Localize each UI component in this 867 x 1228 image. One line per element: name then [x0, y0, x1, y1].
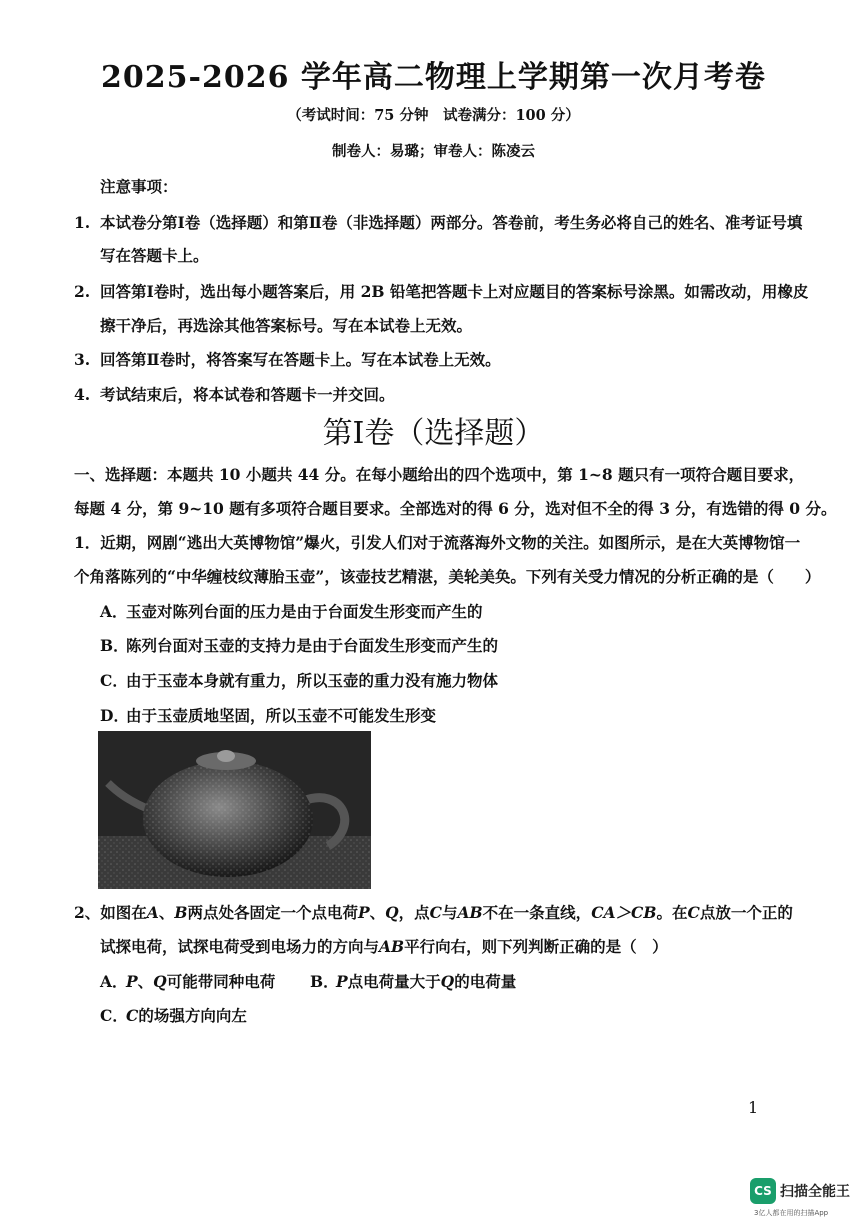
- question-2-text: 两点处各固定一个点电荷: [187, 903, 358, 922]
- question-2-option-a: [100, 970, 275, 992]
- charge-p: P: [336, 972, 348, 991]
- jade-teapot-photo: [98, 731, 371, 889]
- page-number: 1: [748, 1098, 759, 1117]
- option-label: A．: [100, 602, 128, 621]
- question-2-text: ，点: [398, 903, 430, 922]
- notice-item-2: [74, 280, 808, 302]
- question-1-option-a: [100, 600, 483, 622]
- camscanner-logo-icon: CS: [750, 1178, 776, 1204]
- option-label: C．: [100, 1006, 128, 1025]
- notice-item-text: 回答第Ⅱ卷时，将答案写在答题卡上。写在本试卷上无效。: [100, 350, 501, 369]
- scanner-watermark: [750, 1178, 850, 1218]
- notice-item-text: 回答第Ⅰ卷时，选出每小题答案后，用 2B 铅笔把答题卡上对应题目的答案标号涂黑。如需改动，用橡皮: [100, 282, 809, 301]
- notice-heading: 注意事项：: [100, 177, 178, 196]
- option-text: 由于玉壶质地坚固，所以玉壶不可能发生形变: [126, 706, 437, 725]
- charge-q: Q: [153, 972, 167, 991]
- question-2-option-c: [100, 1004, 247, 1026]
- question-2-text: 不在一条直线，: [482, 903, 592, 922]
- notice-item-2-cont: 擦干净后，再选涂其他答案标号。写在本试卷上无效。: [100, 316, 473, 335]
- question-2-text: 与: [442, 903, 458, 922]
- charge-q: Q: [440, 972, 455, 991]
- option-label: B．: [310, 972, 339, 991]
- watermark-tagline: 3亿人都在用的扫描App: [754, 1209, 829, 1217]
- option-text: 的电荷量: [454, 972, 517, 991]
- option-label: B．: [100, 636, 129, 655]
- question-2-option-b: [310, 970, 516, 992]
- notice-item-1-cont: 写在答题卡上。: [100, 246, 209, 265]
- notice-item-1: [74, 211, 802, 233]
- question-1-option-b: [100, 634, 498, 656]
- question-1-line2: 个角落陈列的“中华缠枝纹薄胎玉壶”，该壶技艺精湛，美轮美奂。下列有关受力情况的分析正确的是（ ）: [74, 567, 821, 586]
- notice-item-number: 3.: [74, 350, 91, 369]
- inequality: CA＞CB: [591, 903, 657, 922]
- question-1-option-c: [100, 669, 498, 691]
- section-intro-line1: 一、选择题：本题共 10 小题共 44 分。在每小题给出的四个选项中，第 1~8 题只有一项符合题目要求，: [74, 465, 805, 484]
- notice-item-number: 4.: [74, 385, 91, 404]
- notice-item-text: 本试卷分第Ⅰ卷（选择题）和第Ⅱ卷（非选择题）两部分。答卷前，考生务必将自己的姓名、准考证号填: [100, 213, 803, 232]
- notice-item-3: [74, 348, 501, 370]
- point-a: A: [146, 903, 159, 922]
- exam-authors: 制卷人：易璐；审卷人：陈凌云: [332, 143, 535, 160]
- question-2-text: 试探电荷，试探电荷受到电场力的方向与: [100, 937, 380, 956]
- section-intro-line2: 每题 4 分，第 9~10 题有多项符合题目要求。全部选对的得 6 分，选对但不全的得 3 分，有选错的得 0 分。: [74, 499, 837, 518]
- page-title: 2025-2026 学年高二物理上学期第一次月考卷: [101, 60, 766, 95]
- point-c: C: [687, 903, 700, 922]
- option-text: 可能带同种电荷: [166, 972, 276, 991]
- option-label: A．: [100, 972, 128, 991]
- question-2-text: 。在: [656, 903, 688, 922]
- question-2-text: 2、如图在: [74, 903, 147, 922]
- option-text: 由于玉壶本身就有重力，所以玉壶的重力没有施力物体: [126, 671, 499, 690]
- option-label: D．: [100, 706, 129, 725]
- notice-item-number: 2.: [74, 282, 91, 301]
- charge-p: P: [126, 972, 138, 991]
- notice-item-4: [74, 383, 395, 405]
- line-ab: AB: [379, 937, 405, 956]
- option-text: 玉壶对陈列台面的压力是由于台面发生形变而产生的: [126, 602, 483, 621]
- charge-p: P: [357, 903, 370, 922]
- jade-teapot-image: [98, 731, 371, 889]
- option-text: 的场强方向向左: [138, 1006, 247, 1025]
- point-c: C: [429, 903, 443, 922]
- option-text: 点电荷量大于: [347, 972, 441, 991]
- question-2-text: 、: [158, 903, 175, 922]
- point-b: B: [174, 903, 188, 922]
- option-text: 、: [137, 972, 154, 991]
- question-2-line2: [100, 935, 668, 957]
- question-2-text: 点放一个正的: [699, 903, 793, 922]
- option-text: 陈列台面对玉壶的支持力是由于台面发生形变而产生的: [126, 636, 499, 655]
- section-title: 第Ⅰ卷（选择题）: [322, 416, 545, 451]
- question-1-line1: 1．近期，网剧“逃出大英博物馆”爆火，引发人们对于流落海外文物的关注。如图所示，是在大英博物馆一: [74, 533, 801, 552]
- question-2-line1: [74, 901, 793, 923]
- option-label: C．: [100, 671, 128, 690]
- line-ab: AB: [457, 903, 483, 922]
- notice-item-text: 考试结束后，将本试卷和答题卡一并交回。: [100, 385, 395, 404]
- question-2-text: 平行向右，则下列判断正确的是（ ）: [404, 937, 668, 956]
- watermark-name: 扫描全能王: [780, 1184, 850, 1200]
- point-c: C: [126, 1006, 139, 1025]
- question-1-option-d: [100, 704, 436, 726]
- charge-q: Q: [385, 903, 399, 922]
- notice-item-number: 1.: [74, 213, 91, 232]
- exam-info: （考试时间：75 分钟 试卷满分：100 分）: [287, 107, 580, 124]
- question-2-text: 、: [369, 903, 386, 922]
